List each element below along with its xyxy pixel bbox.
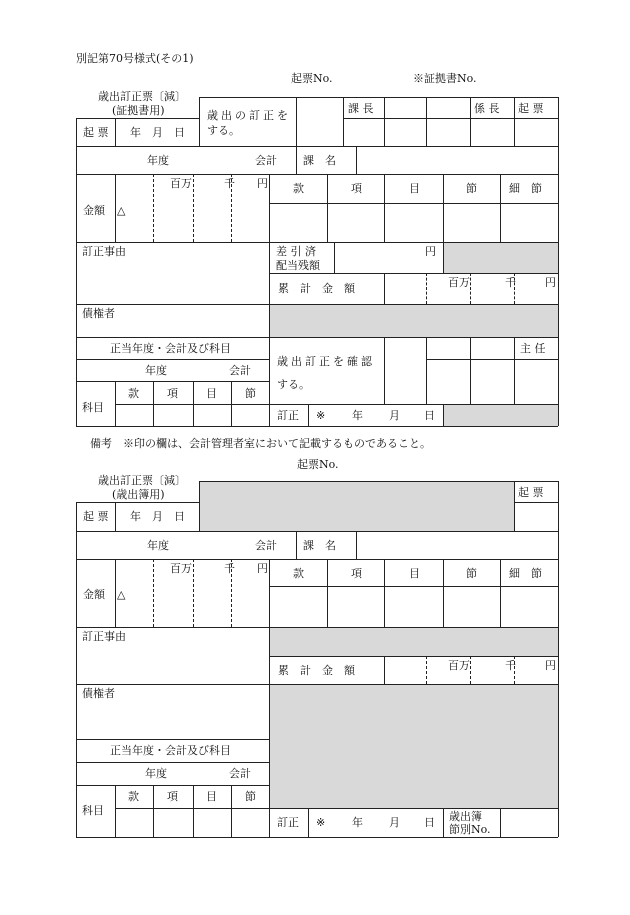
form1-kihyo-no: 起票No. [291,72,333,85]
form2-name: 歳出訂正票〔減〕 [98,474,186,487]
form-title: 別記第70号様式(その1) [76,52,194,65]
form1-shokyo-no: ※証拠書No. [413,72,477,85]
form-note: 備考 ※印の欄は、会計管理者室において記載するものであること。 [90,437,431,450]
form1-name-sub: (証拠書用) [112,104,165,117]
form1-name: 歳出訂正票〔減〕 [98,90,186,103]
form2-name-sub: (歳出簿用) [112,488,165,501]
form2-kihyo-no: 起票No. [297,458,339,471]
